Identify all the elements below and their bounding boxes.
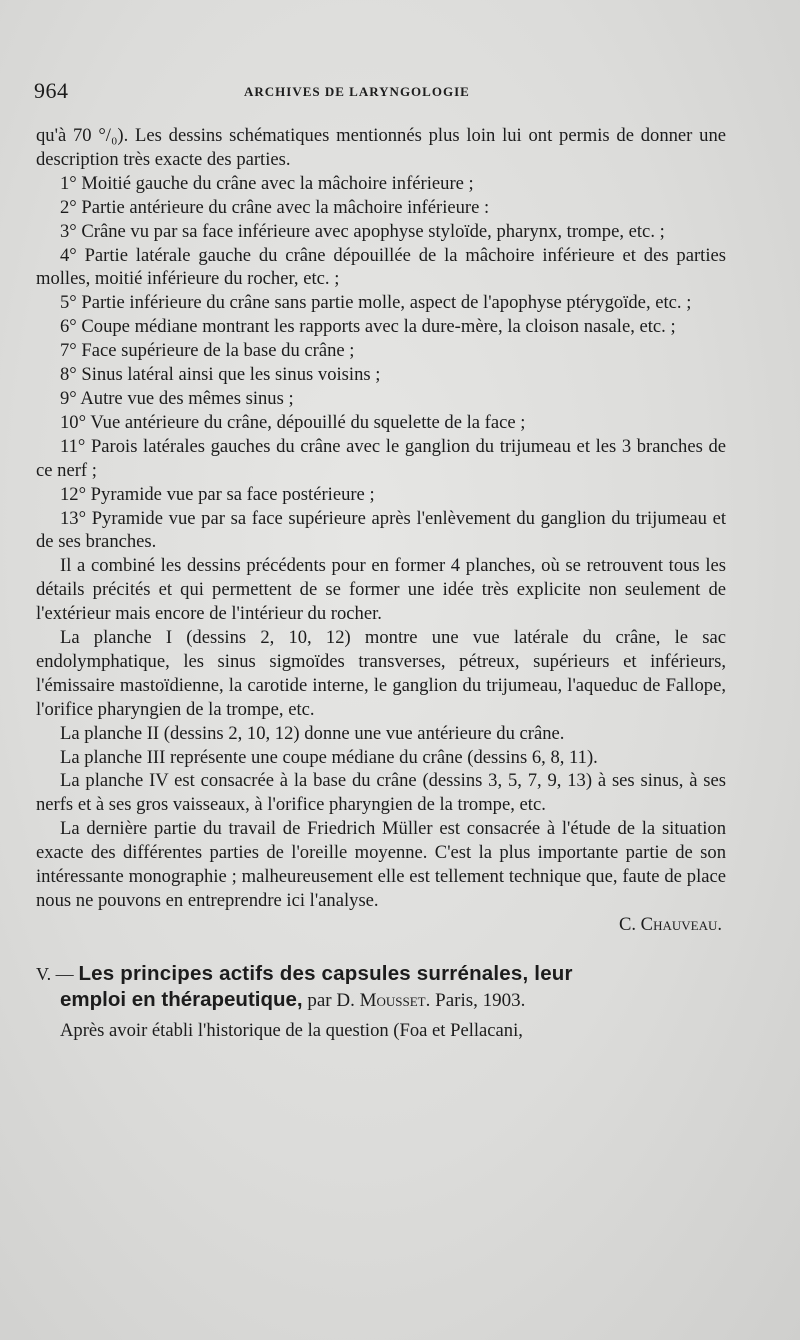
paragraph: Il a combiné les dessins précédents pour en former 4 planches, où se retrouvent tous les détails précités et qui permettent de se former une idée très explicite non seulement de l'extérieur mais encore de l'intérieur du rocher. [36,555,726,625]
paragraph: La planche I (dessins 2, 10, 12) montre une vue latérale du crâne, le sac endolymphatique, les sinus sigmoïdes transverses, pétreux, supérieurs et inférieurs, l'émissaire mastoïdienne, la carotide interne, le ganglion du trijumeau, l'aqueduc de Fallope, l'orifice pharyngien de la trompe, etc. [36,627,726,720]
running-head: ARCHIVES DE LARYNGOLOGIE [244,84,470,99]
list-item: 9° Autre vue des mêmes sinus ; [60,387,294,409]
list-item: 2° Partie antérieure du crâne avec la mâchoire inférieure : [60,196,490,218]
review-heading-line2 [36,987,726,1013]
list-item: 11° Parois latérales gauches du crâne avec le ganglion du trijumeau et les 3 branches de ce nerf ; [36,435,726,481]
paragraph: La planche IV est consacrée à la base du crâne (dessins 3, 5, 7, 9, 13) à ses sinus, à ses nerfs et à ses gros vaisseaux, à l'orifice pharyngien de la trompe, etc. [36,770,726,816]
list-item: 5° Partie inférieure du crâne sans partie molle, aspect de l'apophyse ptérygoïde, etc. ; [60,292,692,314]
paragraph: La planche II (dessins 2, 10, 12) donne une vue antérieure du crâne. [60,722,565,744]
review-heading [36,961,726,987]
review-title-part2: emploi en thérapeutique, [60,987,303,1011]
list-item: 1° Moitié gauche du crâne avec la mâchoire inférieure ; [60,172,474,194]
list-item: 3° Crâne vu par sa face inférieure avec apophyse styloïde, pharynx, trompe, etc. ; [60,220,665,242]
list-item: 10° Vue antérieure du crâne, dépouillé du squelette de la face ; [60,411,526,433]
intro-paragraph: qu'à 70 °/₀). Les dessins schématiques mentionnés plus loin lui ont permis de donner une description très exacte des parties. [36,125,726,170]
review-numeral: V. — [36,963,74,984]
review-title-part1: Les principes actifs des capsules surrénales, leur [78,961,573,985]
body-text [36,124,726,1043]
page-number: 964 [34,78,69,103]
review-author: Mousset [359,989,426,1011]
list-item: 7° Face supérieure de la base du crâne ; [60,340,355,362]
review-byline-suffix: . Paris, 1903. [425,989,526,1011]
paragraph: La dernière partie du travail de Friedrich Müller est consacrée à l'étude de la situation exacte des différentes parties de l'oreille moyenne. C'est la plus importante partie de son intéressante monographie ; malheureusement elle est tellement technique que, faute de place nous ne pouvons en entreprendre ici l'analyse. [36,818,726,911]
list-item: 12° Pyramide vue par sa face postérieure ; [60,483,375,505]
review-byline-prefix: par D. [307,989,355,1011]
page-header [34,78,734,108]
list-item: 4° Partie latérale gauche du crâne dépouillée de la mâchoire inférieure et des parties molles, moitié inférieure du rocher, etc. ; [36,244,726,290]
list-item: 13° Pyramide vue par sa face supérieure après l'enlèvement du ganglion du trijumeau et de ses branches. [36,507,726,553]
signature: C. Chauveau. [618,913,722,935]
paragraph: La planche III représente une coupe médiane du crâne (dessins 6, 8, 11). [60,746,598,768]
review-first-line: Après avoir établi l'historique de la question (Foa et Pellacani, [60,1019,523,1041]
list-item: 6° Coupe médiane montrant les rapports avec la dure-mère, la cloison nasale, etc. ; [60,316,676,338]
list-item: 8° Sinus latéral ainsi que les sinus voisins ; [60,364,381,386]
